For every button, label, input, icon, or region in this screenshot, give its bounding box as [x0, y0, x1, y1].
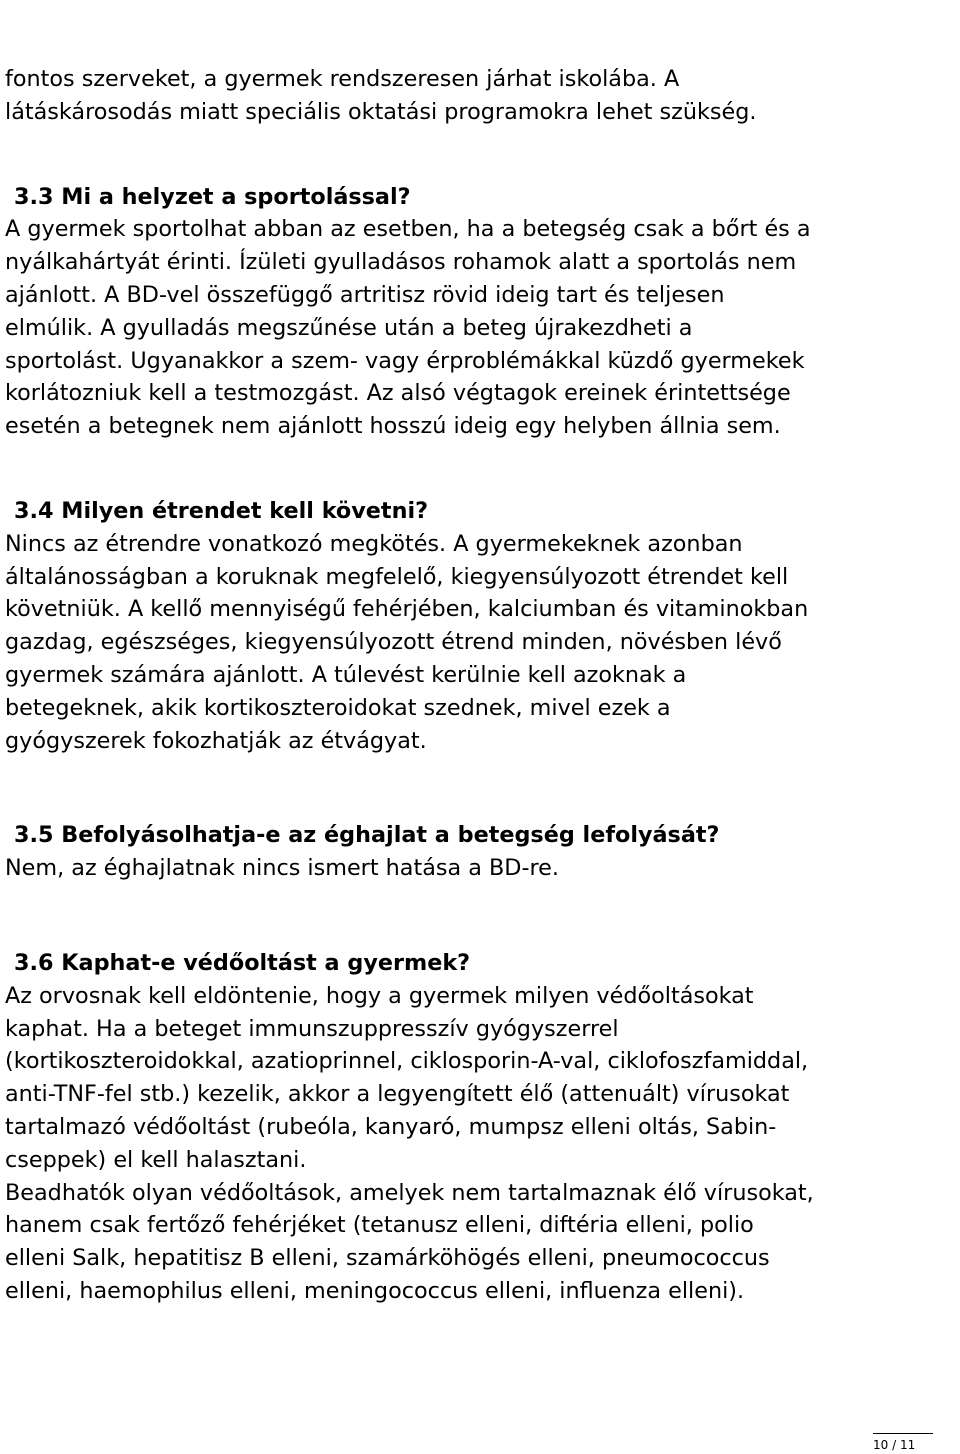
- body-line: Beadhatók olyan védőoltások, amelyek nem tartalmaznak élő vírusokat,: [5, 1179, 814, 1206]
- intro-line: látáskárosodás miatt speciális oktatási programokra lehet szükség.: [5, 98, 757, 125]
- footer-divider: [873, 1433, 933, 1434]
- body-line: általánosságban a koruknak megfelelő, kiegyensúlyozott étrendet kell: [5, 563, 789, 590]
- body-line: cseppek) el kell halasztani.: [5, 1146, 307, 1173]
- body-line: nyálkahártyát érinti. Ízületi gyulladásos rohamok alatt a sportolás nem: [5, 249, 797, 276]
- body-line: gazdag, egészséges, kiegyensúlyozott étrend minden, növésben lévő: [5, 629, 782, 656]
- body-line: gyógyszerek fokozhatják az étvágyat.: [5, 727, 427, 754]
- body-line: sportolást. Ugyanakkor a szem- vagy érproblémákkal küzdő gyermekek: [5, 347, 805, 374]
- section-heading: 3.4 Milyen étrendet kell követni?: [14, 497, 429, 524]
- section-climate: [5, 819, 955, 885]
- body-line: elmúlik. A gyulladás megszűnése után a beteg újrakezdheti a: [5, 314, 693, 341]
- section-heading: 3.5 Befolyásolhatja-e az éghajlat a betegség lefolyását?: [14, 822, 720, 849]
- body-line: esetén a betegnek nem ajánlott hosszú ideig egy helyben állnia sem.: [5, 413, 781, 440]
- body-line: elleni Salk, hepatitisz B elleni, szamárköhögés elleni, pneumococcus: [5, 1245, 770, 1272]
- section-vaccination: [5, 947, 955, 1308]
- body-line: A gyermek sportolhat abban az esetben, ha a betegség csak a bőrt és a: [5, 216, 811, 243]
- section-sport: [5, 181, 955, 443]
- intro-line: fontos szerveket, a gyermek rendszeresen járhat iskolába. A: [5, 66, 680, 92]
- body-line: követniük. A kellő mennyiségű fehérjében, kalciumban és vitaminokban: [5, 596, 809, 623]
- body-line: (kortikoszteroidokkal, azatioprinnel, ciklosporin-A-val, ciklofoszfamiddal,: [5, 1048, 809, 1075]
- body-line: ajánlott. A BD-vel összefüggő artritisz rövid ideig tart és teljesen: [5, 281, 725, 308]
- body-line: gyermek számára ajánlott. A túlevést kerülnie kell azoknak a: [5, 661, 687, 688]
- section-heading: 3.6 Kaphat-e védőoltást a gyermek?: [14, 949, 471, 976]
- body-line: korlátozniuk kell a testmozgást. Az alsó végtagok ereinek érintettsége: [5, 380, 791, 407]
- body-line: Az orvosnak kell eldöntenie, hogy a gyermek milyen védőoltásokat: [5, 982, 754, 1009]
- body-line: Nem, az éghajlatnak nincs ismert hatása a BD-re.: [5, 855, 559, 882]
- section-diet: [5, 495, 955, 757]
- body-line: tartalmazó védőoltást (rubeóla, kanyaró, mumpsz elleni oltás, Sabin-: [5, 1113, 777, 1140]
- body-line: betegeknek, akik kortikoszteroidokat szednek, mivel ezek a: [5, 694, 671, 721]
- body-line: anti-TNF-fel stb.) kezelik, akkor a legyengített élő (attenuált) vírusokat: [5, 1081, 790, 1108]
- body-line: kaphat. Ha a beteget immunszuppresszív gyógyszerrel: [5, 1015, 619, 1042]
- intro-paragraph: [5, 63, 955, 129]
- body-line: Nincs az étrendre vonatkozó megkötés. A gyermekeknek azonban: [5, 530, 743, 557]
- page-number: 10 / 11: [873, 1438, 916, 1452]
- section-heading: 3.3 Mi a helyzet a sportolással?: [14, 183, 411, 210]
- body-line: elleni, haemophilus elleni, meningococcus elleni, influenza elleni).: [5, 1277, 745, 1304]
- body-line: hanem csak fertőző fehérjéket (tetanusz elleni, diftéria elleni, polio: [5, 1212, 754, 1239]
- document-page: [5, 63, 955, 1308]
